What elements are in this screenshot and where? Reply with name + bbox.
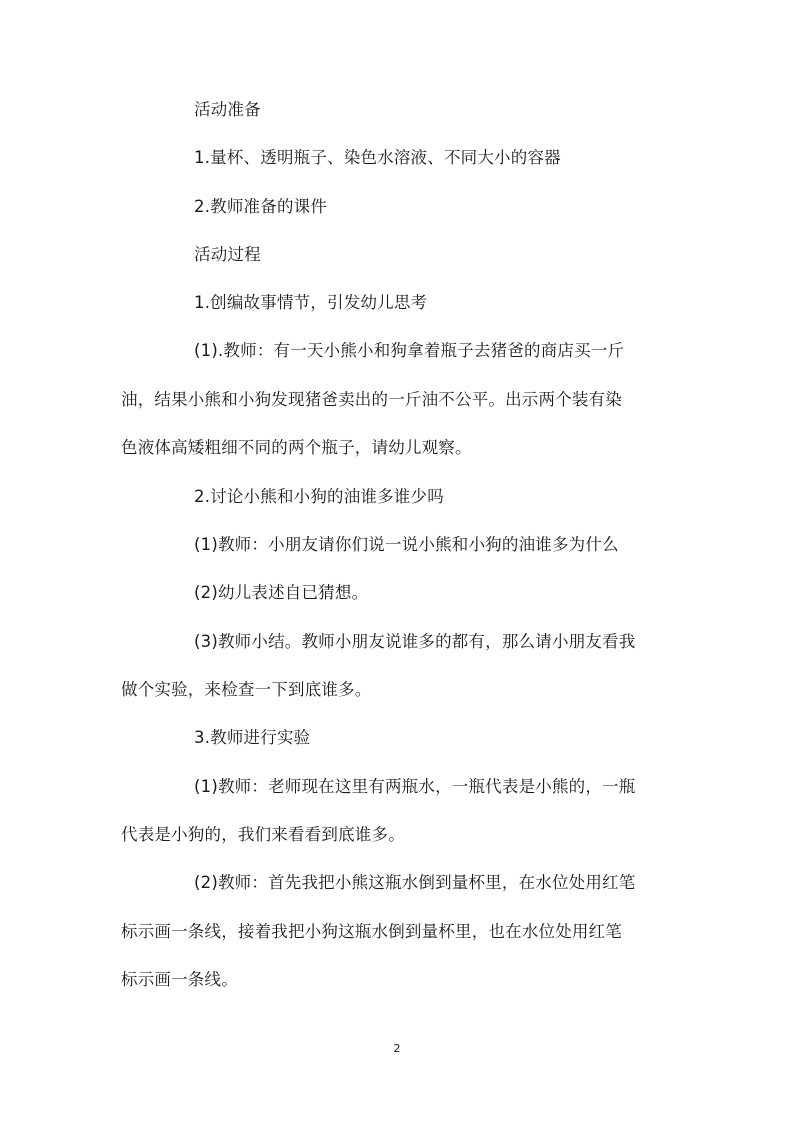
paragraph-line: 1.创编故事情节，引发幼儿思考 — [194, 293, 428, 312]
paragraph-line: (3)教师小结。教师小朋友说谁多的都有，那么请小朋友看我 — [194, 632, 636, 651]
paragraph-line: (1)教师：小朋友请你们说一说小熊和小狗的油谁多为什么 — [194, 535, 619, 554]
paragraph-line: (1).教师：有一天小熊小和狗拿着瓶子去猪爸的商店买一斤 — [194, 341, 625, 360]
paragraph-line: (1)教师：老师现在这里有两瓶水，一瓶代表是小熊的，一瓶 — [194, 777, 636, 796]
paragraph-line: 油，结果小熊和小狗发现猪爸卖出的一斤油不公平。出示两个装有染 — [121, 390, 622, 409]
paragraph-line: 标示画一条线，接着我把小狗这瓶水倒到量杯里，也在水位处用红笔 — [121, 922, 622, 941]
paragraph-line: 色液体高矮粗细不同的两个瓶子，请幼儿观察。 — [121, 438, 472, 457]
paragraph-line: (2)教师：首先我把小熊这瓶水倒到量杯里，在水位处用红笔 — [194, 873, 636, 892]
paragraph-line: 做个实验，来检查一下到底谁多。 — [121, 680, 372, 699]
paragraph-line: 2.教师准备的课件 — [194, 197, 328, 216]
paragraph-line: (2)幼儿表述自已猜想。 — [194, 583, 369, 602]
paragraph-line: 3.教师进行实验 — [194, 728, 311, 747]
paragraph-line: 标示画一条线。 — [121, 970, 238, 989]
section-heading-preparation: 活动准备 — [194, 100, 261, 119]
section-heading-process: 活动过程 — [194, 245, 261, 264]
paragraph-line: 1.量杯、透明瓶子、染色水溶液、不同大小的容器 — [194, 148, 561, 167]
paragraph-line: 2.讨论小熊和小狗的油谁多谁少吗 — [194, 487, 444, 506]
paragraph-line: 代表是小狗的，我们来看看到底谁多。 — [121, 825, 405, 844]
page-number: 2 — [393, 1042, 401, 1055]
